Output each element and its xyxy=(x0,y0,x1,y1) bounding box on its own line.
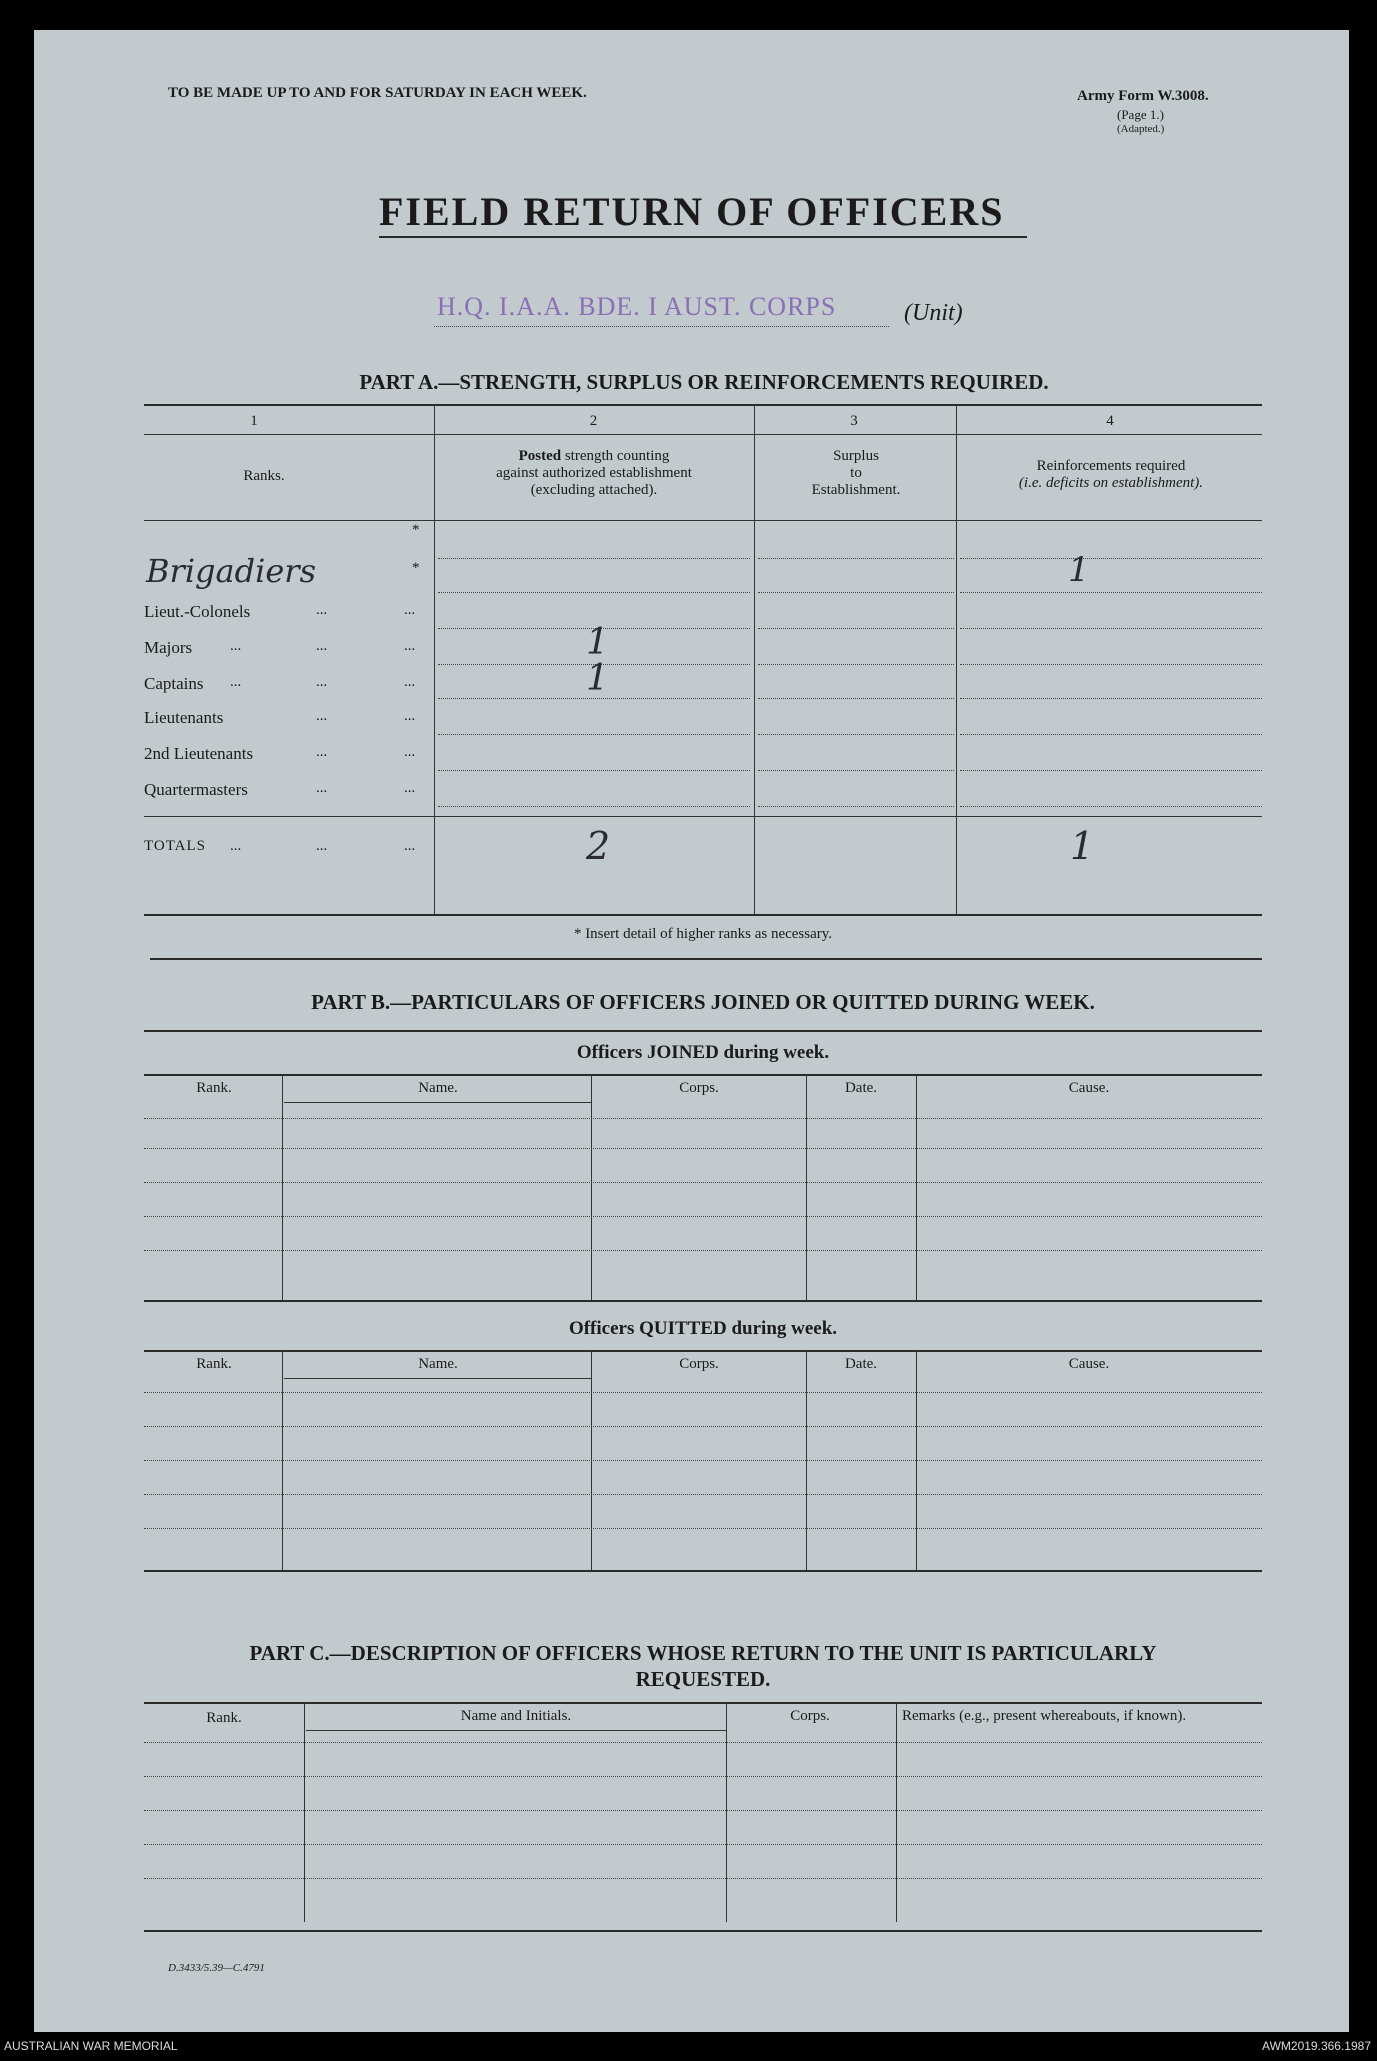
print-code: D.3433/5.39—C.4791 xyxy=(168,1962,265,1974)
row-rule xyxy=(438,734,750,735)
page-title: FIELD RETURN OF OFFICERS xyxy=(379,189,1005,234)
rank-label: 2nd Lieutenants xyxy=(144,744,254,763)
col-header-cause: Cause. xyxy=(1068,1356,1110,1372)
rank-label-handwritten: Brigadiers xyxy=(146,552,316,590)
totals-leader-dots: ... xyxy=(230,838,242,854)
rank-label: Lieut.-Colonels xyxy=(144,602,251,621)
joined-bottom-rule xyxy=(144,1300,1262,1302)
table-row xyxy=(144,1528,1262,1529)
rank-label: Majors xyxy=(144,638,193,657)
row-rule xyxy=(438,558,750,559)
part-a-separator xyxy=(150,958,1262,960)
part-c-top-rule xyxy=(144,1702,1262,1704)
col-header-posted-rest: strength counting xyxy=(561,448,670,464)
row-rule xyxy=(758,592,954,593)
col-header-rank: Rank. xyxy=(196,1080,232,1096)
rank-leader-dots: ... xyxy=(316,638,328,654)
form-id: Army Form W.3008. xyxy=(1077,88,1209,104)
row-rule xyxy=(438,806,750,807)
col-header-corps: Corps. xyxy=(679,1356,719,1372)
col-divider-3 xyxy=(956,404,957,914)
table-row xyxy=(144,1844,1262,1845)
row-rule xyxy=(960,734,1262,735)
col-divider xyxy=(916,1074,917,1300)
col-divider xyxy=(806,1074,807,1300)
col-number-4: 4 xyxy=(1106,413,1114,429)
totals-leader-dots: ... xyxy=(316,838,328,854)
adapted-label: (Adapted.) xyxy=(1117,123,1165,135)
part-a-footnote: * Insert detail of higher ranks as necessary. xyxy=(573,926,833,942)
rank-marker: ... xyxy=(404,780,416,796)
totals-label: TOTALS xyxy=(144,838,207,854)
col-header-posted xyxy=(438,448,750,499)
col-divider xyxy=(726,1702,727,1922)
table-row xyxy=(144,1742,1262,1743)
row-rule xyxy=(758,734,954,735)
rank-marker: ... xyxy=(404,638,416,654)
row-rule xyxy=(758,806,954,807)
row-rule xyxy=(960,806,1262,807)
row-rule xyxy=(438,592,750,593)
col-number-1: 1 xyxy=(250,413,258,429)
part-a-top-rule xyxy=(144,404,1262,406)
row-rule xyxy=(758,698,954,699)
quitted-heading: Officers QUITTED during week. xyxy=(568,1318,838,1339)
rank-label: Captains xyxy=(144,674,204,693)
col-header-name: Name. xyxy=(418,1356,458,1372)
part-b-rule xyxy=(144,1030,1262,1032)
header-underline xyxy=(306,1730,726,1731)
header-underline xyxy=(284,1102,592,1103)
table-row xyxy=(144,1148,1262,1149)
unit-stamp: H.Q. I.A.A. BDE. I AUST. CORPS xyxy=(437,292,837,321)
col-header-surplus-line2: to xyxy=(850,465,862,481)
col-header-surplus xyxy=(758,448,954,499)
part-b-heading: PART B.—PARTICULARS OF OFFICERS JOINED OR QUITTED DURING WEEK. xyxy=(311,990,1095,1014)
row-rule xyxy=(758,664,954,665)
rank-leader-dots: ... xyxy=(316,780,328,796)
quitted-bottom-rule xyxy=(144,1570,1262,1572)
unit-dotted-line xyxy=(434,326,889,327)
rank-leader-dots: ... xyxy=(316,602,328,618)
col-header-surplus-line3: Establishment. xyxy=(811,482,901,498)
table-row xyxy=(144,1250,1262,1251)
row-rule xyxy=(758,770,954,771)
part-c-bottom-rule xyxy=(144,1930,1262,1932)
rank-marker: ... xyxy=(404,602,416,618)
row-rule xyxy=(960,592,1262,593)
col-header-rank: Rank. xyxy=(206,1710,242,1726)
rank-leader-dots: ... xyxy=(230,638,242,654)
table-row xyxy=(144,1118,1262,1119)
title-underline xyxy=(379,236,1027,238)
totals-marker: ... xyxy=(404,838,416,854)
reinforcements-value: 1 xyxy=(1068,550,1090,590)
col-header-date: Date. xyxy=(844,1080,878,1096)
rank-leader-dots: ... xyxy=(230,674,242,690)
table-row xyxy=(144,1392,1262,1393)
col-header-surplus-line1: Surplus xyxy=(833,448,879,464)
instruction-text: TO BE MADE UP TO AND FOR SATURDAY IN EACH WEEK. xyxy=(168,85,587,101)
totals-reinforcements-value: 1 xyxy=(1070,824,1095,868)
col-header-date: Date. xyxy=(844,1356,878,1372)
table-row xyxy=(144,1810,1262,1811)
col-header-rank: Rank. xyxy=(196,1356,232,1372)
table-row xyxy=(144,1216,1262,1217)
part-c-heading-line1: PART C.—DESCRIPTION OF OFFICERS WHOSE RETURN TO THE UNIT IS PARTICULARLY xyxy=(249,1641,1157,1665)
col-header-posted-bold: Posted xyxy=(518,448,562,464)
row-rule xyxy=(438,770,750,771)
rank-marker: * xyxy=(412,522,420,538)
col-number-3: 3 xyxy=(850,413,858,429)
row-rule xyxy=(960,558,1262,559)
col-divider xyxy=(896,1702,897,1922)
row-rule xyxy=(438,698,750,699)
col-header-name-initials: Name and Initials. xyxy=(460,1708,572,1724)
quitted-top-rule xyxy=(144,1350,1262,1352)
col-divider-2 xyxy=(754,404,755,914)
unit-label: (Unit) xyxy=(904,300,963,326)
col-divider-1 xyxy=(434,404,435,914)
table-row xyxy=(144,1878,1262,1879)
col-header-cause: Cause. xyxy=(1068,1080,1110,1096)
col-number-rule xyxy=(144,434,1262,435)
row-rule xyxy=(758,628,954,629)
rank-leader-dots: ... xyxy=(316,708,328,724)
col-header-corps: Corps. xyxy=(679,1080,719,1096)
col-header-remarks: Remarks (e.g., present whereabouts, if known). xyxy=(902,1708,1187,1724)
page-label: (Page 1.) xyxy=(1117,107,1164,122)
header-underline xyxy=(284,1378,592,1379)
row-rule xyxy=(960,698,1262,699)
table-row xyxy=(144,1776,1262,1777)
col-divider xyxy=(304,1702,305,1922)
row-rule xyxy=(960,770,1262,771)
archive-caption-bar xyxy=(0,2035,1377,2061)
totals-posted-value: 2 xyxy=(586,824,611,868)
totals-top-rule xyxy=(144,816,1262,817)
part-c-heading-line2: REQUESTED. xyxy=(635,1667,771,1691)
posted-value: 1 xyxy=(586,658,609,699)
posted-value: 1 xyxy=(586,622,609,663)
rank-marker: ... xyxy=(404,708,416,724)
rank-marker: ... xyxy=(404,744,416,760)
col-divider xyxy=(282,1074,283,1300)
header-bottom-rule xyxy=(144,520,1262,521)
rank-marker: * xyxy=(412,560,420,576)
joined-heading: Officers JOINED during week. xyxy=(576,1042,830,1063)
col-header-name: Name. xyxy=(418,1080,458,1096)
archive-id: AWM2019.366.1987 xyxy=(1262,2039,1371,2053)
col-header-reinforcements-line2: (i.e. deficits on establishment). xyxy=(1018,475,1204,491)
part-c-heading xyxy=(144,1640,1262,1692)
table-row xyxy=(144,1460,1262,1461)
col-number-2: 2 xyxy=(589,413,598,429)
row-rule xyxy=(758,558,954,559)
rank-marker: ... xyxy=(404,674,416,690)
col-header-corps: Corps. xyxy=(790,1708,830,1724)
form-page xyxy=(34,30,1349,2032)
col-header-reinforcements-line1: Reinforcements required xyxy=(1036,458,1186,474)
part-a-bottom-rule xyxy=(144,914,1262,916)
rank-label: Lieutenants xyxy=(144,708,224,727)
col-divider xyxy=(591,1074,592,1300)
col-header-ranks: Ranks. xyxy=(243,468,285,484)
rank-leader-dots: ... xyxy=(316,744,328,760)
rank-leader-dots: ... xyxy=(316,674,328,690)
table-row xyxy=(144,1426,1262,1427)
table-row xyxy=(144,1494,1262,1495)
row-rule xyxy=(960,664,1262,665)
part-a-heading: PART A.—STRENGTH, SURPLUS OR REINFORCEMENTS REQUIRED. xyxy=(359,370,1049,394)
col-header-posted-line2: against authorized establishment xyxy=(496,465,692,481)
archive-name: AUSTRALIAN WAR MEMORIAL xyxy=(4,2039,178,2053)
col-header-reinforcements xyxy=(960,458,1262,492)
joined-top-rule xyxy=(144,1074,1262,1076)
col-header-posted-line3: (excluding attached). xyxy=(530,482,658,498)
rank-label: Quartermasters xyxy=(144,780,248,799)
row-rule xyxy=(960,628,1262,629)
table-row xyxy=(144,1182,1262,1183)
